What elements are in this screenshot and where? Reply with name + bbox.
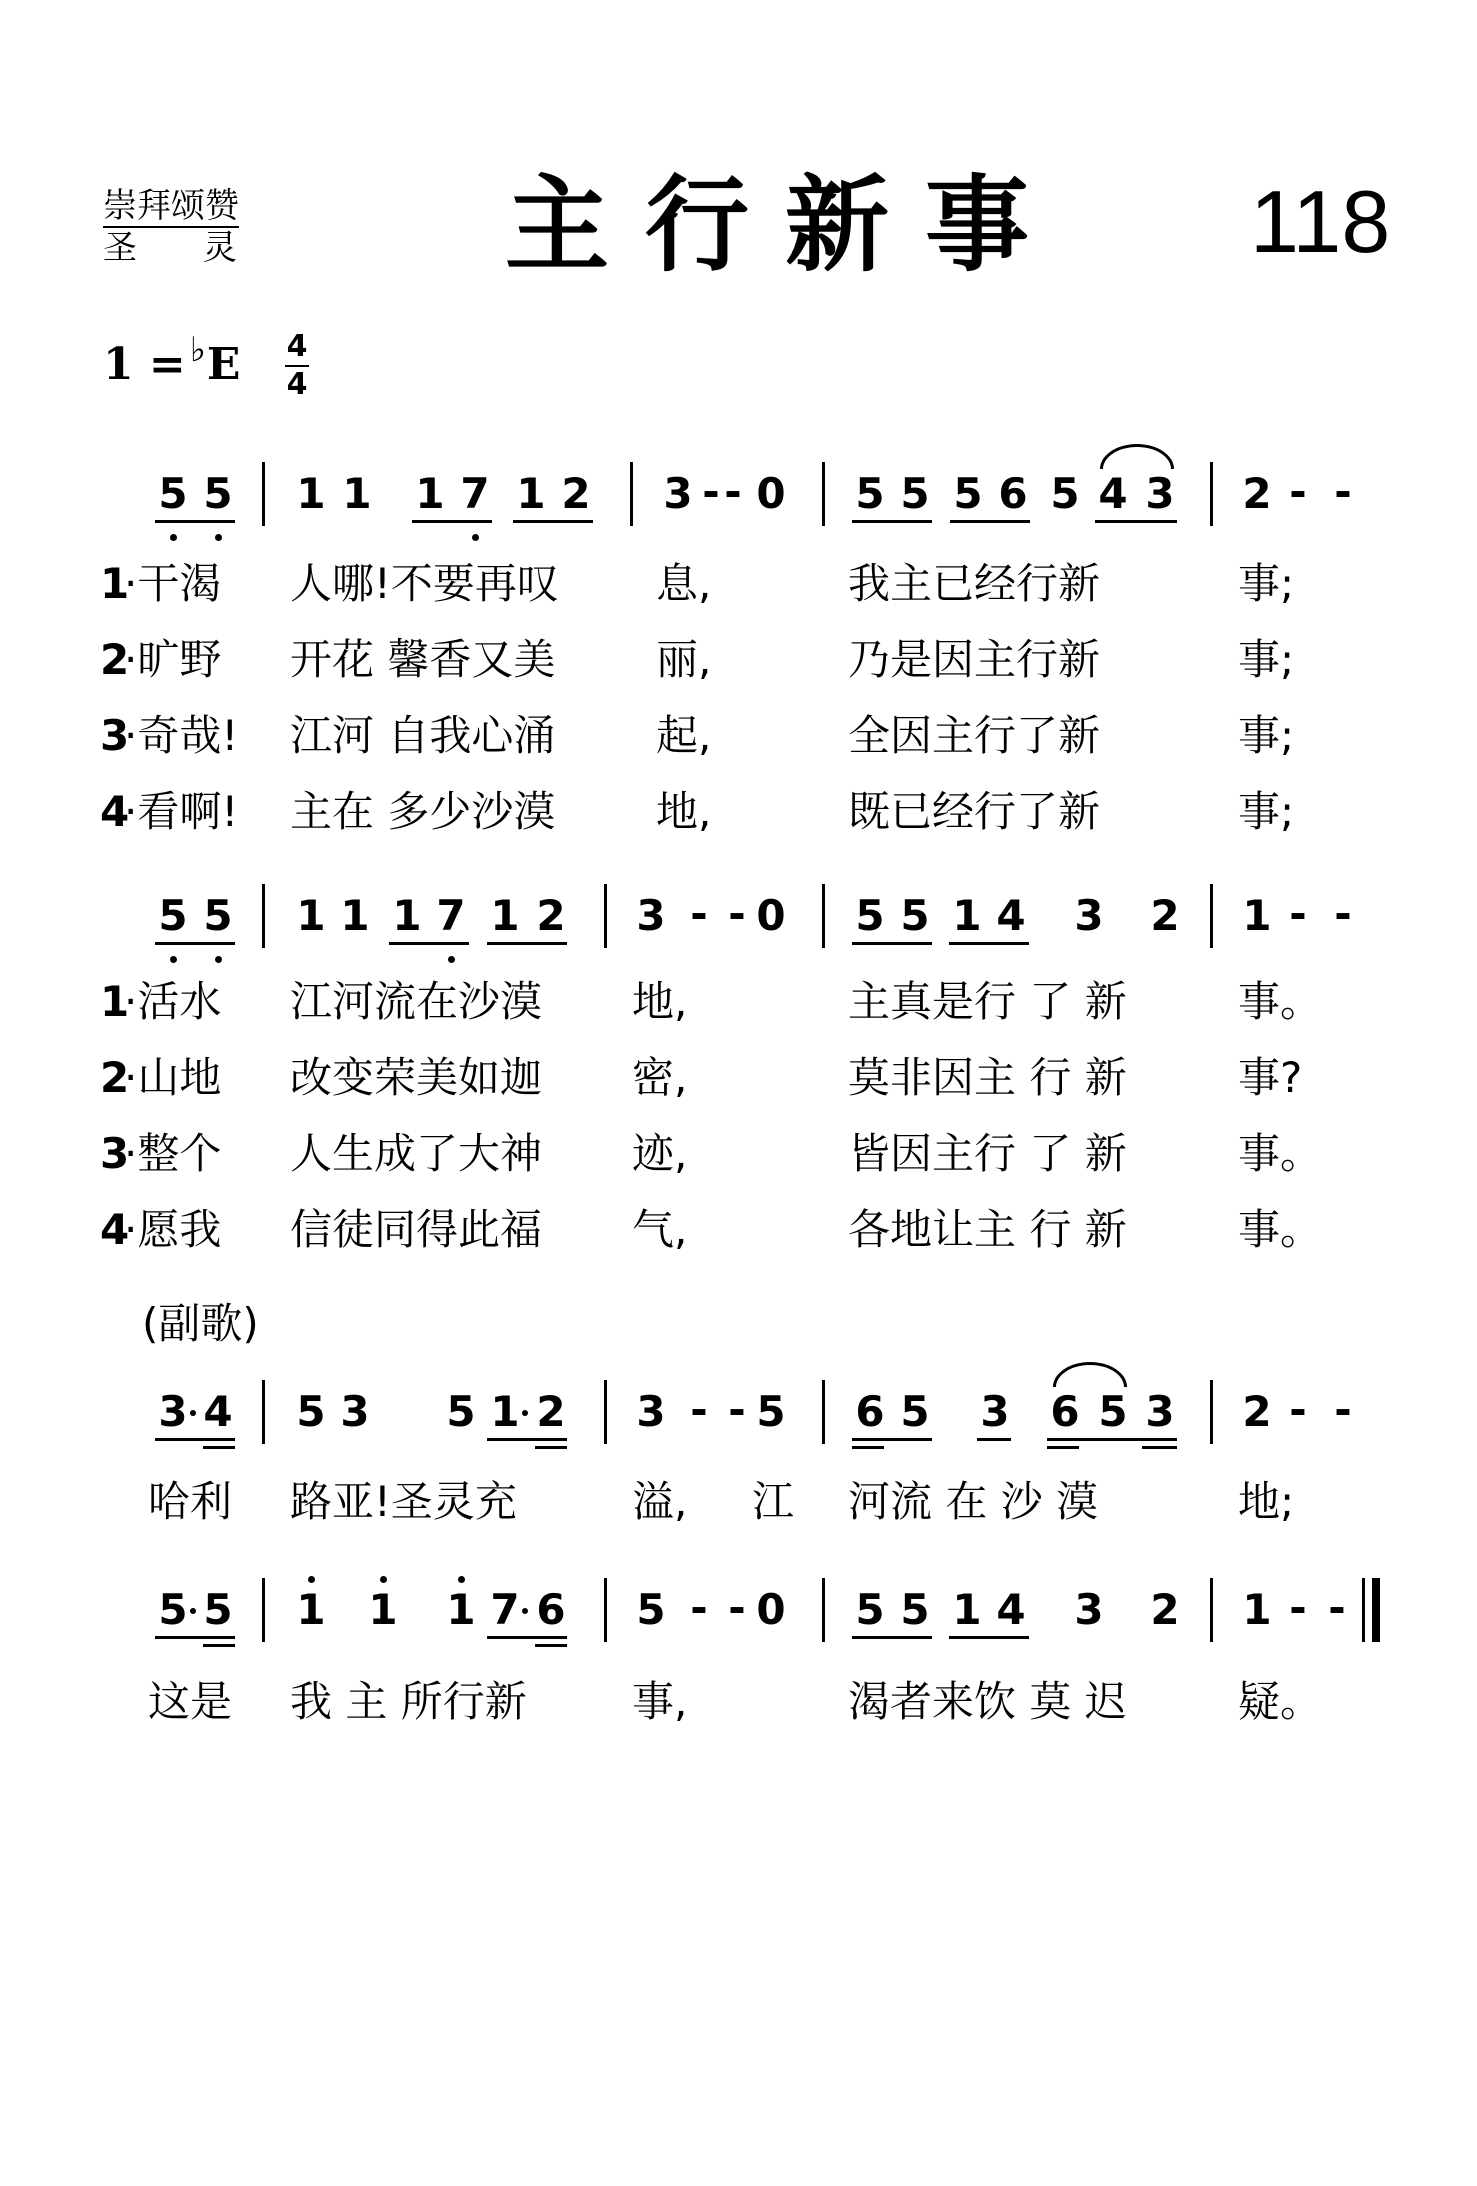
note: 5 (756, 1387, 786, 1436)
lyric-text: 事。 (1238, 1205, 1323, 1254)
lyric-line-5 (0, 974, 1477, 1034)
note: 1 (952, 1585, 982, 1634)
low-dot (170, 956, 177, 963)
note: 1 (1242, 891, 1272, 940)
note: 1 (296, 1585, 326, 1634)
time-signature-bottom: 4 (286, 367, 308, 402)
lyric-text: 路亚!圣灵充 (290, 1477, 517, 1526)
dash: - (728, 1583, 746, 1632)
dash: - (702, 467, 720, 516)
lyric-text: 事; (1238, 711, 1295, 760)
low-dot (215, 956, 222, 963)
note: 1 (342, 469, 372, 518)
dash: - (1334, 467, 1352, 516)
note: 5 (636, 1585, 666, 1634)
lyric-text: ·看啊! (124, 787, 239, 836)
dot-augmentation (190, 1410, 196, 1416)
note: 3 (980, 1387, 1010, 1436)
note: 0 (756, 1585, 786, 1634)
note: 0 (756, 469, 786, 518)
verse-number: 1 (100, 977, 130, 1026)
lyric-line-6 (0, 1050, 1477, 1110)
note: 3 (158, 1387, 188, 1436)
lyric-text: 迹, (632, 1129, 688, 1178)
note: 6 (536, 1585, 566, 1634)
time-signature-top: 4 (286, 329, 308, 364)
notation-staff-2 (0, 884, 1477, 964)
dash: - (1334, 1385, 1352, 1434)
underline (977, 1438, 1011, 1441)
note: 3 (1074, 1585, 1104, 1634)
lyric-text: 事; (1238, 787, 1295, 836)
underline (487, 1636, 567, 1639)
lyric-line-1 (0, 556, 1477, 616)
underline (949, 942, 1029, 945)
note: 2 (1242, 1387, 1272, 1436)
underline (535, 1446, 567, 1449)
underline (155, 1636, 235, 1639)
barline (822, 1578, 825, 1642)
barline (822, 462, 825, 526)
note: 3 (1145, 469, 1175, 518)
note: 1 (1242, 1585, 1272, 1634)
lyric-text: ·旷野 (124, 635, 222, 684)
lyric-line-7 (0, 1126, 1477, 1186)
note: 1 (516, 469, 546, 518)
lyric-text: 我 主 所行新 (290, 1677, 527, 1726)
key-signature (103, 330, 241, 393)
note: 5 (900, 1387, 930, 1436)
underline (852, 1636, 932, 1639)
note: 5 (1050, 469, 1080, 518)
barline (1210, 1380, 1213, 1444)
underline (1142, 1446, 1177, 1449)
note: 5 (855, 469, 885, 518)
high-dot (458, 1576, 465, 1583)
final-barline-thin (1362, 1578, 1365, 1642)
note: 5 (158, 891, 188, 940)
underline (513, 520, 593, 523)
note: 5 (900, 1585, 930, 1634)
note: 3 (663, 469, 693, 518)
barline (262, 884, 265, 948)
underline (389, 942, 469, 945)
barline (262, 1578, 265, 1642)
note: 4 (996, 891, 1026, 940)
lyric-text: 溢, (632, 1477, 688, 1526)
underline (155, 520, 235, 523)
lyric-text: 气, (632, 1205, 688, 1254)
lyric-text: 江河流在沙漠 (290, 977, 543, 1026)
note: 1 (296, 891, 326, 940)
note: 5 (158, 469, 188, 518)
key-prefix: 1 = (103, 339, 186, 390)
note: 5 (446, 1387, 476, 1436)
barline (604, 1380, 607, 1444)
lyric-text: ·山地 (124, 1053, 222, 1102)
slur (1053, 1362, 1127, 1387)
barline (1210, 1578, 1213, 1642)
notation-staff-1 (0, 462, 1477, 542)
barline (262, 462, 265, 526)
note: 2 (536, 1387, 566, 1436)
dash: - (1289, 889, 1307, 938)
note: 3 (636, 891, 666, 940)
note: 5 (1098, 1387, 1128, 1436)
lyric-text: 人生成了大神 (290, 1129, 543, 1178)
barline (262, 1380, 265, 1444)
lyric-text: 疑。 (1238, 1677, 1323, 1726)
underline (949, 1636, 1029, 1639)
note: 5 (203, 1585, 233, 1634)
note: 6 (1050, 1387, 1080, 1436)
barline (1210, 462, 1213, 526)
notation-staff-3 (0, 1380, 1477, 1460)
barline (604, 884, 607, 948)
lyric-text: 事, (632, 1677, 688, 1726)
note: 3 (1145, 1387, 1175, 1436)
low-dot (215, 534, 222, 541)
lyric-text: 开花 馨香又美 (290, 635, 556, 684)
underline (950, 520, 1030, 523)
lyric-line-3 (0, 708, 1477, 768)
note: 5 (953, 469, 983, 518)
lyric-text: 事。 (1238, 977, 1323, 1026)
note: 4 (1098, 469, 1128, 518)
barline (822, 884, 825, 948)
note: 7 (490, 1585, 520, 1634)
lyric-text: 这是 (148, 1677, 233, 1726)
dash: - (690, 1583, 708, 1632)
dash: - (690, 1385, 708, 1434)
lyric-text: 我主已经行新 (848, 559, 1101, 608)
note: 1 (490, 891, 520, 940)
lyric-line-8 (0, 1202, 1477, 1262)
barline (604, 1578, 607, 1642)
underline (852, 942, 932, 945)
lyric-text: 人哪!不要再叹 (290, 559, 559, 608)
note: 6 (998, 469, 1028, 518)
time-signature (283, 330, 311, 402)
underline (487, 942, 567, 945)
chorus-lyric-line-2 (0, 1674, 1477, 1734)
lyric-text: 乃是因主行新 (848, 635, 1101, 684)
dash: - (1289, 1385, 1307, 1434)
underline (852, 1446, 884, 1449)
lyric-text: 江河 自我心涌 (290, 711, 556, 760)
lyric-text: ·活水 (124, 977, 222, 1026)
dash: - (1289, 467, 1307, 516)
note: 6 (855, 1387, 885, 1436)
lyric-text: 哈利 (148, 1477, 233, 1526)
hymn-category: 崇拜颂赞 (103, 186, 239, 226)
barline (1210, 884, 1213, 948)
verse-number: 2 (100, 1053, 130, 1102)
note: 2 (1150, 1585, 1180, 1634)
note: 5 (900, 891, 930, 940)
underline (155, 942, 235, 945)
note: 1 (415, 469, 445, 518)
underline (1047, 1446, 1079, 1449)
note: 1 (340, 891, 370, 940)
note: 5 (203, 891, 233, 940)
key-tonic: E (206, 339, 241, 390)
verse-number: 1 (100, 559, 130, 608)
lyric-text: 息, (656, 559, 712, 608)
lyric-text: 地; (1238, 1477, 1295, 1526)
underline (1047, 1438, 1177, 1441)
slur (1100, 444, 1174, 469)
note: 2 (1242, 469, 1272, 518)
high-dot (308, 1576, 315, 1583)
verse-number: 3 (100, 1129, 130, 1178)
note: 2 (536, 891, 566, 940)
note: 5 (855, 1585, 885, 1634)
dot-augmentation (522, 1410, 528, 1416)
dot-augmentation (190, 1608, 196, 1614)
lyric-line-2 (0, 632, 1477, 692)
lyric-text: 主在 多少沙漠 (290, 787, 556, 836)
chorus-lyric-line-1 (0, 1474, 1477, 1534)
note: 1 (296, 469, 326, 518)
underline (412, 520, 492, 523)
lyric-text: 地, (656, 787, 712, 836)
low-dot (472, 534, 479, 541)
note: 0 (756, 891, 786, 940)
note: 7 (460, 469, 490, 518)
underline (852, 520, 932, 523)
dot-augmentation (522, 1608, 528, 1614)
note: 4 (203, 1387, 233, 1436)
note: 1 (368, 1585, 398, 1634)
lyric-text: 各地让主 行 新 (848, 1205, 1127, 1254)
note: 7 (436, 891, 466, 940)
lyric-text: ·愿我 (124, 1205, 222, 1254)
high-dot (380, 1576, 387, 1583)
underline (487, 1438, 567, 1441)
lyric-text: 事; (1238, 559, 1295, 608)
lyric-text: 全因主行了新 (848, 711, 1101, 760)
note: 1 (952, 891, 982, 940)
chorus-label: (副歌) (142, 1299, 259, 1348)
lyric-text: ·整个 (124, 1129, 222, 1178)
note: 1 (490, 1387, 520, 1436)
underline (535, 1644, 567, 1647)
lyric-text: 起, (656, 711, 712, 760)
flat-icon: ♭ (189, 330, 206, 370)
lyric-text: 改变荣美如迦 (290, 1053, 543, 1102)
note: 5 (900, 469, 930, 518)
note: 3 (636, 1387, 666, 1436)
note: 5 (158, 1585, 188, 1634)
barline (822, 1380, 825, 1444)
note: 5 (855, 891, 885, 940)
note: 3 (1074, 891, 1104, 940)
lyric-text: 莫非因主 行 新 (848, 1053, 1127, 1102)
lyric-text: 信徒同得此福 (290, 1205, 543, 1254)
note: 2 (561, 469, 591, 518)
dash: - (728, 1385, 746, 1434)
low-dot (448, 956, 455, 963)
lyric-text: 河流 在 沙 漠 (848, 1477, 1099, 1526)
notation-staff-4 (0, 1578, 1477, 1658)
dash: - (724, 467, 742, 516)
lyric-text: 事? (1238, 1053, 1303, 1102)
lyric-line-4 (0, 784, 1477, 844)
verse-number: 2 (100, 635, 130, 684)
underline (1095, 520, 1177, 523)
note: 1 (446, 1585, 476, 1634)
low-dot (170, 534, 177, 541)
note: 2 (1150, 891, 1180, 940)
lyric-text: ·干渴 (124, 559, 222, 608)
lyric-text: ·奇哉! (124, 711, 239, 760)
final-barline-thick (1372, 1578, 1380, 1642)
verse-number: 4 (100, 787, 130, 836)
lyric-text: 皆因主行 了 新 (848, 1129, 1127, 1178)
lyric-text: 事。 (1238, 1129, 1323, 1178)
lyric-text: 事; (1238, 635, 1295, 684)
lyric-text: 丽, (656, 635, 712, 684)
underline (155, 1438, 235, 1441)
lyric-text: 主真是行 了 新 (848, 977, 1127, 1026)
verse-number: 3 (100, 711, 130, 760)
hymn-number: 118 (1250, 172, 1391, 271)
note: 5 (296, 1387, 326, 1436)
verse-number: 4 (100, 1205, 130, 1254)
barline (630, 462, 633, 526)
lyric-text: 既已经行了新 (848, 787, 1101, 836)
dash: - (1334, 889, 1352, 938)
hymn-subcategory: 圣灵 (103, 228, 303, 268)
dash: - (1328, 1583, 1346, 1632)
lyric-text: 密, (632, 1053, 688, 1102)
underline (203, 1644, 235, 1647)
lyric-text: 渴者来饮 莫 迟 (848, 1677, 1127, 1726)
lyric-text: 地, (632, 977, 688, 1026)
underline (852, 1438, 932, 1441)
dash: - (690, 889, 708, 938)
dash: - (1289, 1583, 1307, 1632)
note: 1 (392, 891, 422, 940)
note: 4 (996, 1585, 1026, 1634)
note: 5 (203, 469, 233, 518)
lyric-text: 江 (752, 1477, 795, 1526)
note: 3 (340, 1387, 370, 1436)
hymn-title: 主行新事 (505, 164, 1066, 286)
dash: - (728, 889, 746, 938)
underline (203, 1446, 235, 1449)
